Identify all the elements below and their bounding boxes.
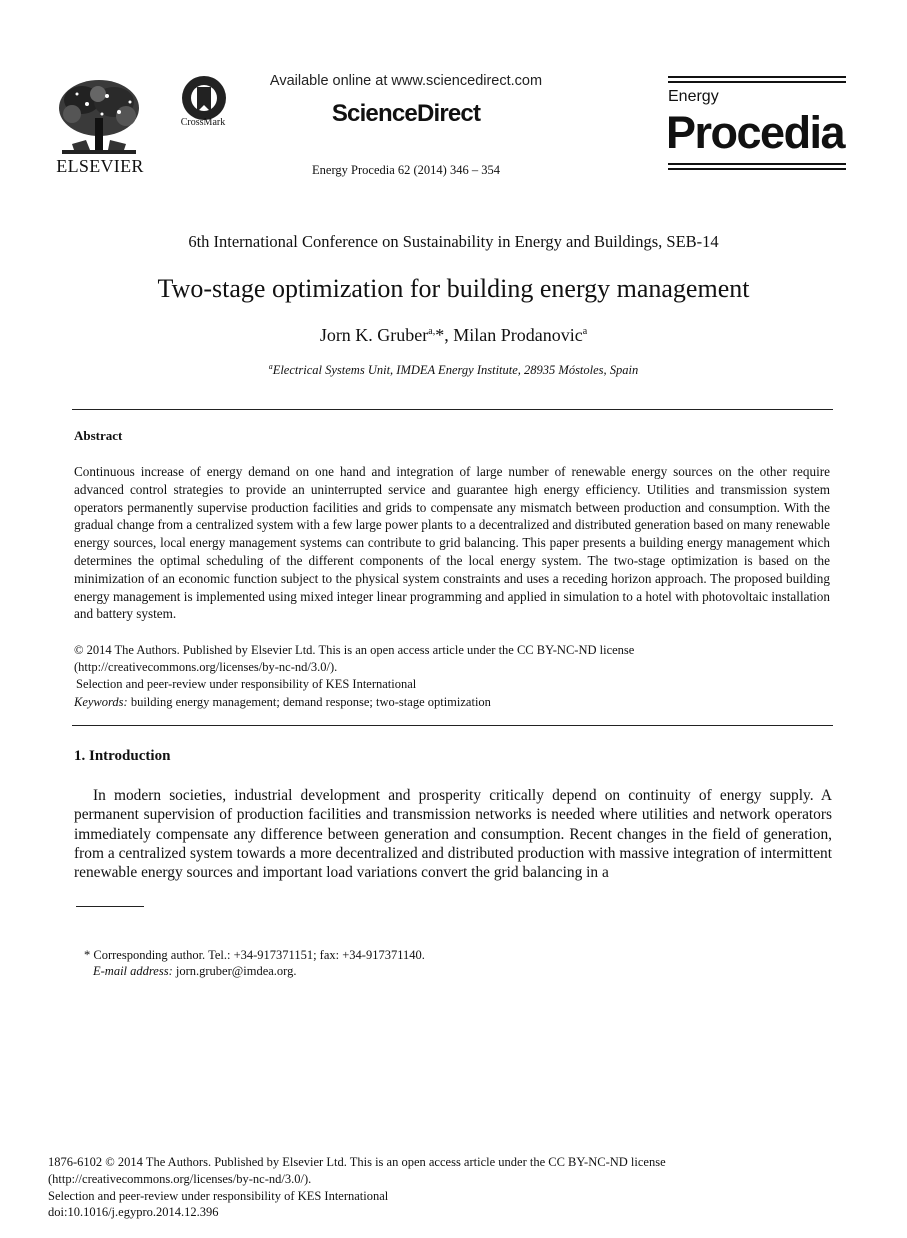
paper-title: Two-stage optimization for building energy management bbox=[157, 274, 750, 303]
affiliation-marker: a bbox=[268, 362, 273, 371]
journal-logo-subtitle: Energy bbox=[668, 88, 719, 105]
affiliation-marker: a, bbox=[428, 326, 436, 337]
keywords bbox=[74, 695, 491, 710]
copyright-line: © 2014 The Authors. Published by Elsevier Ltd. This is an open access article under the CC BY-NC-ND license bbox=[74, 643, 635, 657]
section-heading: 1. Introduction bbox=[74, 748, 171, 764]
author-list bbox=[0, 325, 907, 346]
introduction-text: In modern societies, industrial development and prosperity critically depend on continuity of energy supply. A permanent supervision of production facilities and transmission networks is needed where utilities and network operators immediately compensate any difference between generation and consumption. Recent changes in the field of generation, from a centralized system towards a more decentralized and distributed production with massive integration of intermittent renewable energy sources and important load variations convert the grid balancing in a bbox=[74, 787, 832, 882]
section-divider bbox=[72, 725, 833, 726]
copyright-notice bbox=[74, 642, 830, 676]
footer-peer-review: Selection and peer-review under responsibility of KES International bbox=[48, 1188, 389, 1203]
footer-doi[interactable]: doi:10.1016/j.egypro.2014.12.396 bbox=[48, 1205, 219, 1220]
section-divider bbox=[72, 409, 833, 410]
footer-copyright: 1876-6102 © 2014 The Authors. Published by Elsevier Ltd. This is an open access article under the CC BY-NC-ND license bbox=[48, 1155, 666, 1169]
journal-logo-rule bbox=[668, 81, 846, 83]
affiliation-marker: a bbox=[582, 326, 588, 337]
sciencedirect-wordmark: ScienceDirect bbox=[331, 100, 481, 127]
affiliation-text: Electrical Systems Unit, IMDEA Energy Institute, 28935 Móstoles, Spain bbox=[272, 363, 639, 378]
journal-logo-rule bbox=[668, 76, 846, 78]
license-link[interactable]: (http://creativecommons.org/licenses/by-nc-nd/3.0/). bbox=[74, 660, 338, 674]
footnote-divider bbox=[76, 906, 144, 907]
page-footer bbox=[48, 1154, 868, 1221]
corresponding-marker: *, bbox=[435, 325, 454, 345]
abstract-heading: Abstract bbox=[74, 428, 123, 443]
author-name: Milan Prodanovic bbox=[453, 325, 583, 345]
email-note bbox=[93, 964, 297, 979]
publisher-wordmark: ELSEVIER bbox=[56, 156, 144, 176]
crossmark-label: CrossMark bbox=[180, 117, 226, 128]
affiliation bbox=[0, 362, 907, 378]
email-address[interactable]: jorn.gruber@imdea.org. bbox=[172, 964, 297, 978]
peer-review-note: Selection and peer-review under responsibility of KES International bbox=[76, 677, 417, 691]
corresponding-author-note: * Corresponding author. Tel.: +34-917371151; fax: +34-917371140. bbox=[84, 948, 425, 962]
keywords-list: building energy management; demand response; two-stage optimization bbox=[127, 695, 491, 709]
conference-name: 6th International Conference on Sustainability in Energy and Buildings, SEB-14 bbox=[188, 232, 719, 251]
footer-license-link[interactable]: (http://creativecommons.org/licenses/by-nc-nd/3.0/). bbox=[48, 1171, 312, 1186]
keywords-label: Keywords: bbox=[74, 695, 128, 709]
journal-logo-title: Procedia bbox=[666, 107, 845, 158]
email-label: E-mail address: bbox=[93, 964, 173, 978]
journal-logo-rule bbox=[668, 168, 846, 170]
author-name: Jorn K. Gruber bbox=[319, 325, 429, 345]
available-online-text: Available online at www.sciencedirect.com bbox=[269, 73, 543, 89]
journal-logo-rule bbox=[668, 163, 846, 165]
journal-citation: Energy Procedia 62 (2014) 346 – 354 bbox=[312, 163, 500, 177]
abstract-text: Continuous increase of energy demand on one hand and integration of large number of renewable energy sources on the other require advanced control strategies to provide an uninterrupted service and guarantee high energy efficiency. Utilities and transmission system operators permanently supervise production facilities and grids to compensate any mismatch between production and consumption. With the gradual change from a centralized system with a few large power plants to a decentralized and distributed generation based on many renewable energy sources, local energy management systems can contribute to grid balancing. This paper presents a building energy management which determines the optimal scheduling of the different components of the local energy system. The two-stage optimization is based on the minimization of an economic function subject to the physical system constraints and uses a receding horizon approach. The proposed building energy management is implemented using mixed integer linear programming and applied in simulation to a hotel with photovoltaic installation and battery system. bbox=[74, 464, 830, 622]
